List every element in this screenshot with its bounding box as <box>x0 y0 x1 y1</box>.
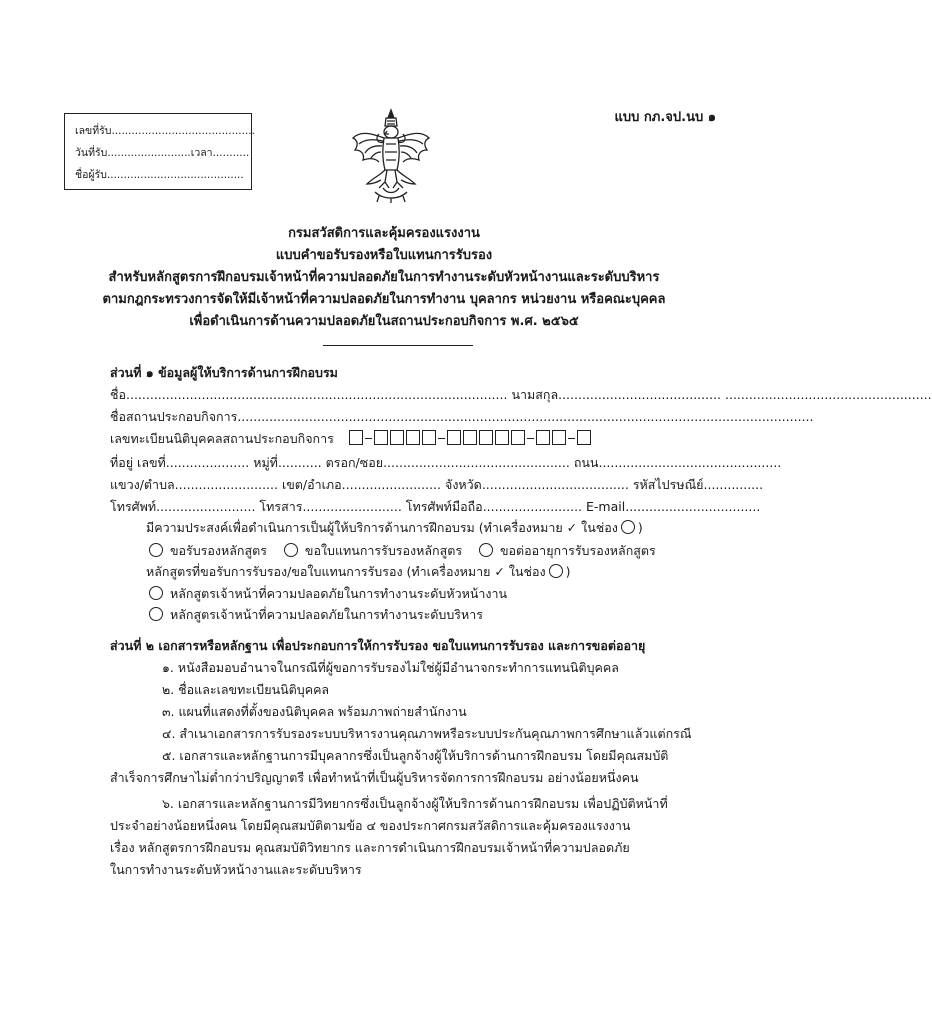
doc-item-6-line-3: เรื่อง หลักสูตรการฝึกอบรม คุณสมบัติวิทยากร และการดำเนินการฝึกอบรมเจ้าหน้าที่ความปลอดภัย <box>110 840 630 855</box>
opt-certify[interactable] <box>146 543 267 558</box>
course-supervisor-label: หลักสูตรเจ้าหน้าที่ความปลอดภัยในการทำงานระดับหัวหน้างาน <box>169 586 508 601</box>
purpose-intro-close: ) <box>637 520 643 535</box>
receipt-receiver-row[interactable]: ชื่อผู้รับ......................................... <box>75 169 244 181</box>
name-row[interactable]: ชื่อ................................................................................................ นามสกุล......................................... .................................................... <box>110 387 932 402</box>
radio-course-executive[interactable] <box>149 607 163 621</box>
doc-item-2: ๒. ชื่อและเลขทะเบียนนิติบุคคล <box>162 682 330 697</box>
opt-replacement[interactable] <box>281 543 462 558</box>
road-label: ถนน <box>573 455 599 470</box>
department-heading: กรมสวัสดิการและคุ้มครองแรงงาน <box>288 226 480 241</box>
district-row[interactable]: แขวง/ตำบล.......................... เขต/อำเภอ......................... จังหวัด..................................... รหัสไปรษณีย์............... <box>110 477 764 492</box>
form-subtitle-line-1: สำหรับหลักสูตรการฝึกอบรมเจ้าหน้าที่ความปลอดภัยในการทำงานระดับหัวหน้างานและระดับบริหาร <box>108 270 660 285</box>
receipt-box <box>64 113 255 190</box>
request-type-row <box>146 541 656 561</box>
form-subtitle-line-3: เพื่อดำเนินการด้านความปลอดภัยในสถานประกอบกิจการ พ.ศ. ๒๕๖๕ <box>189 314 579 329</box>
regno-boxes[interactable] <box>348 431 592 446</box>
doc-item-6-line-1: ๖. เอกสารและหลักฐานการมีวิทยากรซึ่งเป็นลูกจ้างผู้ให้บริการด้านการฝึกอบรม เพื่อปฏิบัติหน้าที่ <box>162 796 668 811</box>
receipt-date-row[interactable]: วันที่รับ.........................เวลา........... <box>75 147 250 159</box>
workplace-label: ชื่อสถานประกอบกิจการ <box>110 409 238 424</box>
address-row[interactable]: ที่อยู่ เลขที่..................... หมู่ที่........... ตรอก/ซอย............................................... ถนน.............................................. <box>110 455 782 470</box>
receipt-date-label: วันที่รับ <box>75 147 108 159</box>
course-executive-label: หลักสูตรเจ้าหน้าที่ความปลอดภัยในการทำงานระดับบริหาร <box>169 607 483 622</box>
radio-renew[interactable] <box>479 543 493 557</box>
fax-label: โทรสาร <box>259 499 303 514</box>
radio-course-supervisor[interactable] <box>149 586 163 600</box>
opt-replacement-label: ขอใบแทนการรับรองหลักสูตร <box>304 543 463 558</box>
doc-item-6-line-4: ในการทำงานระดับหัวหน้างานและระดับบริหาร <box>110 862 362 877</box>
postcode-label: รหัสไปรษณีย์ <box>632 477 704 492</box>
province-label: จังหวัด <box>445 477 482 492</box>
sample-circle-icon-2 <box>549 564 563 578</box>
doc-item-3: ๓. แผนที่แสดงที่ตั้งของนิติบุคคล พร้อมภาพถ่ายสำนักงาน <box>162 704 467 719</box>
name-label: ชื่อ <box>110 387 126 402</box>
receipt-number-row[interactable]: เลขที่รับ........................................... <box>75 125 255 137</box>
section1-title: ส่วนที่ ๑ ข้อมูลผู้ให้บริการด้านการฝึกอบรม <box>110 365 338 380</box>
workplace-row[interactable]: ชื่อสถานประกอบกิจการ................................................................................................................................................. <box>110 409 814 424</box>
address-label: ที่อยู่ เลขที่ <box>110 455 166 470</box>
form-title: แบบคำขอรับรองหรือใบแทนการรับรอง <box>275 248 493 263</box>
regno-label: เลขทะเบียนนิติบุคคลสถานประกอบกิจการ <box>110 431 334 446</box>
purpose-intro <box>146 518 643 538</box>
doc-item-1: ๑. หนังสือมอบอำนาจในกรณีที่ผู้ขอการรับรองไม่ใช่ผู้มีอำนาจกระทำการแทนนิติบุคคล <box>162 660 619 675</box>
purpose-intro-text: มีความประสงค์เพื่อดำเนินการเป็นผู้ให้บริการด้านการฝึกอบรม (ทำเครื่องหมาย ✓ ในช่อง <box>146 520 618 535</box>
email-label: E-mail <box>586 499 626 514</box>
form-subtitle-line-2: ตามกฎกระทรวงการจัดให้มีเจ้าหน้าที่ความปลอดภัยในการทำงาน บุคลากร หน่วยงาน หรือคณะบุคคล <box>102 292 666 307</box>
soi-label: ตรอก/ซอย <box>325 455 384 470</box>
surname-label: นามสกุล <box>511 387 559 402</box>
radio-certify[interactable] <box>149 543 163 557</box>
course-intro-text: หลักสูตรที่ขอรับการรับรอง/ขอใบแทนการรับรอง (ทำเครื่องหมาย ✓ ในช่อง <box>146 564 546 579</box>
moo-label: หมู่ที่ <box>253 455 278 470</box>
opt-renew[interactable] <box>476 543 656 558</box>
header-divider <box>323 345 473 346</box>
receipt-time-label: เวลา <box>190 147 213 159</box>
district-label: เขต/อำเภอ <box>281 477 342 492</box>
doc-item-6-line-2: ประจำอย่างน้อยหนึ่งคน โดยมีคุณสมบัติตามข้อ ๔ ของประกาศกรมสวัสดิการและคุ้มครองแรงงาน <box>110 818 631 833</box>
course-intro-close: ) <box>565 564 571 579</box>
receipt-number-label: เลขที่รับ <box>75 125 112 137</box>
opt-renew-label: ขอต่ออายุการรับรองหลักสูตร <box>500 543 656 558</box>
contact-row[interactable]: โทรศัพท์......................... โทรสาร......................... โทรศัพท์มือถือ......................... E-mail.................................. <box>110 499 761 514</box>
course-intro <box>146 562 571 582</box>
sample-circle-icon <box>621 520 635 534</box>
doc-item-5-line-1: ๕. เอกสารและหลักฐานการมีบุคลากรซึ่งเป็นลูกจ้างผู้ให้บริการด้านการฝึกอบรม โดยมีคุณสมบัติ <box>162 748 669 763</box>
doc-item-4: ๔. สำเนาเอกสารการรับรองระบบบริหารงานคุณภาพหรือระบบประกันคุณภาพการศึกษาแล้วแต่กรณี <box>162 726 692 741</box>
phone-label: โทรศัพท์ <box>110 499 157 514</box>
doc-item-5-line-2: สำเร็จการศึกษาไม่ต่ำกว่าปริญญาตรี เพื่อทำหน้าที่เป็นผู้บริหารจัดการการฝึกอบรม อย่างน้อยหนึ่งคน <box>110 770 639 785</box>
form-code: แบบ กภ.จป.นบ ๑ <box>614 110 716 125</box>
opt-certify-label: ขอรับรองหลักสูตร <box>169 543 267 558</box>
regno-row <box>110 429 592 449</box>
radio-replacement[interactable] <box>284 543 298 557</box>
garuda-emblem-icon <box>349 108 433 204</box>
mobile-label: โทรศัพท์มือถือ <box>405 499 483 514</box>
course-supervisor-option[interactable] <box>146 584 507 604</box>
section2-title: ส่วนที่ ๒ เอกสารหรือหลักฐาน เพื่อประกอบการให้การรับรอง ขอใบแทนการรับรอง และการขอต่ออายุ <box>110 638 646 653</box>
subdistrict-label: แขวง/ตำบล <box>110 477 175 492</box>
course-executive-option[interactable] <box>146 605 483 625</box>
receipt-receiver-label: ชื่อผู้รับ <box>75 169 107 181</box>
